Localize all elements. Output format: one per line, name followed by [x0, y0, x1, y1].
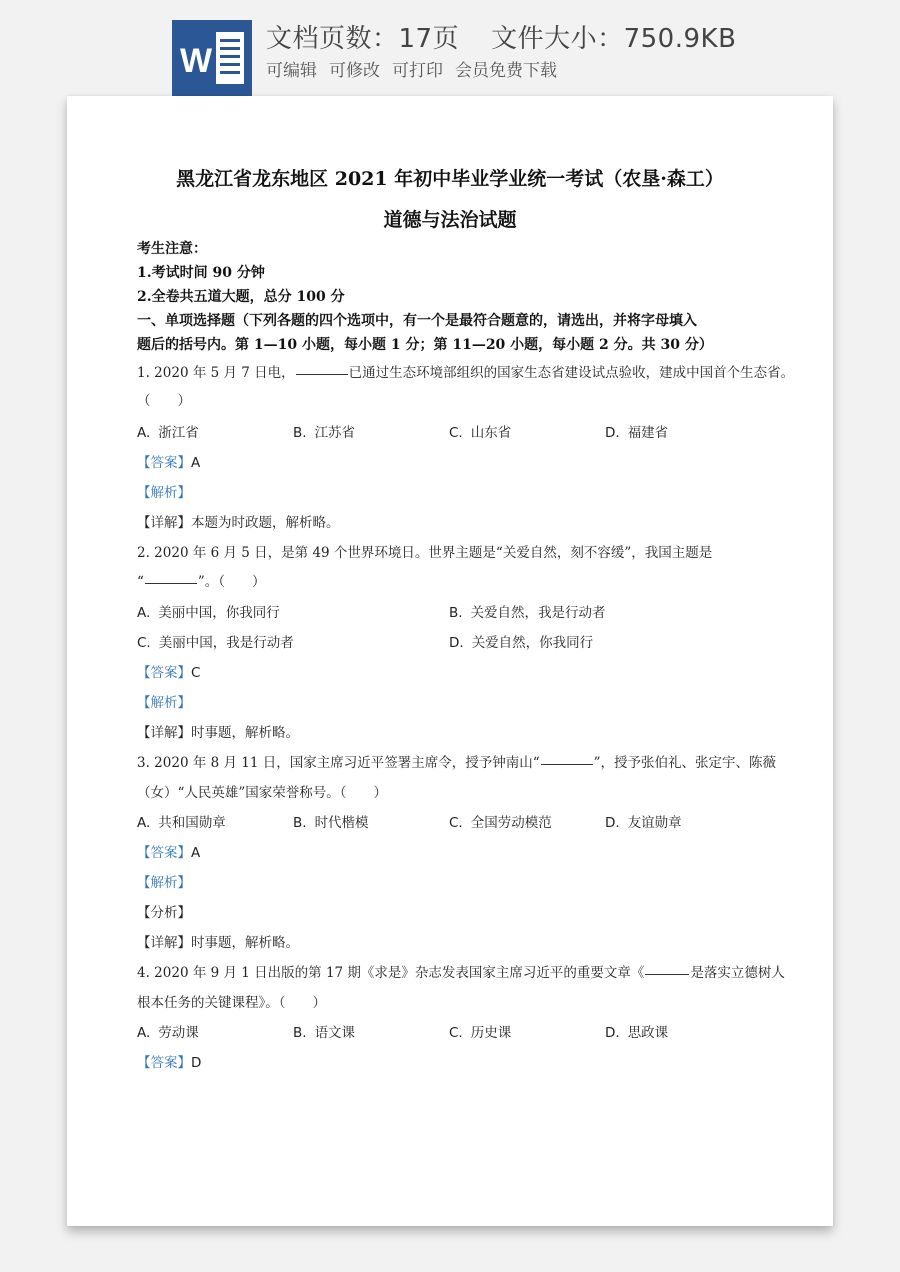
question-3-stem: 3. 2020 年 8 月 11 日，国家主席习近平签署主席令，授予钟南山“ ”，授予张伯礼、张定宇、陈薇: [137, 755, 777, 771]
q2-option-d: D. 关爱自然，你我同行: [449, 635, 594, 651]
feature-modifiable: 可修改: [329, 61, 380, 81]
notice-item-1: 1.考试时间 90 分钟: [137, 265, 265, 281]
q1-option-b: B. 江苏省: [293, 425, 356, 441]
q2-answer: 【答案】C: [137, 665, 201, 681]
page-count: 文档页数：17页: [266, 24, 460, 54]
q2-analysis: 【解析】: [137, 695, 191, 711]
q4-answer: 【答案】D: [137, 1055, 202, 1071]
feature-member-download[interactable]: 会员免费下载: [455, 61, 557, 81]
q2-detail: 【详解】时事题，解析略。: [137, 725, 299, 741]
question-4-stem: 4. 2020 年 9 月 1 日出版的第 17 期《求是》杂志发表国家主席习近平的重要文章《 是落实立德树人: [137, 965, 785, 981]
file-size: 文件大小：750.9KB: [491, 24, 737, 54]
download-banner: [0, 0, 900, 96]
q3-fenxi: 【分析】: [137, 905, 191, 921]
section-instructions-line2: 题后的括号内。第 1—10 小题，每小题 1 分；第 11—20 小题，每小题 2 分。共 30 分）: [137, 337, 713, 353]
feature-editable: 可编辑: [266, 61, 317, 81]
q4-option-b: B. 语文课: [293, 1025, 356, 1041]
banner-title: [266, 18, 736, 55]
q3-detail: 【详解】时事题，解析略。: [137, 935, 299, 951]
question-2-stem-line2: “ ”。（ ）: [137, 574, 266, 590]
q3-analysis: 【解析】: [137, 875, 191, 891]
question-3-stem-line2: （女）“人民英雄”国家荣誉称号。（ ）: [137, 785, 388, 801]
q1-text-b: 已通过生态环境部组织的国家生态省建设试点验收，建成中国首个生态省。: [348, 365, 795, 381]
word-document-icon: [172, 20, 252, 96]
question-4-stem-line2: 根本任务的关键课程》。（ ）: [137, 995, 326, 1011]
q3-blank: [541, 763, 593, 765]
q1-option-a: A. 浙江省: [137, 425, 199, 441]
section-instructions-line1: 一、单项选择题（下列各题的四个选项中，有一个是最符合题意的，请选出，并将字母填入: [137, 313, 697, 329]
notice-heading: 考生注意：: [137, 241, 207, 257]
question-1-stem: [137, 361, 794, 381]
document-subtitle: 道德与法治试题: [383, 209, 517, 231]
feature-list: [266, 56, 569, 81]
q3-option-b: B. 时代楷模: [293, 815, 369, 831]
q2-option-c: C. 美丽中国，我是行动者: [137, 635, 294, 651]
question-2-stem: 2. 2020 年 6 月 5 日，是第 49 个世界环境日。世界主题是“关爱自然，刻不容缓”，我国主题是: [137, 545, 713, 561]
q1-blank: [296, 373, 348, 375]
question-1-bracket: （ ）: [137, 393, 191, 409]
q4-option-a: A. 劳动课: [137, 1025, 199, 1041]
q4-option-d: D. 思政课: [605, 1025, 669, 1041]
q1-analysis: 【解析】: [137, 485, 191, 501]
q1-option-d: D. 福建省: [605, 425, 669, 441]
document-title: 黑龙江省龙东地区 2021 年初中毕业学业统一考试（农垦·森工）: [176, 168, 724, 190]
q3-answer: 【答案】A: [137, 845, 201, 861]
q4-blank: [645, 973, 689, 975]
word-letter: W: [180, 42, 213, 80]
notice-item-2: 2.全卷共五道大题，总分 100 分: [137, 289, 345, 305]
q2-blank: [145, 582, 197, 584]
q4-option-c: C. 历史课: [449, 1025, 512, 1041]
q1-text-a: 1. 2020 年 5 月 7 日电，: [137, 365, 295, 381]
q3-option-a: A. 共和国勋章: [137, 815, 226, 831]
q1-detail: 【详解】本题为时政题，解析略。: [137, 515, 340, 531]
q2-option-a: A. 美丽中国，你我同行: [137, 605, 280, 621]
q2-option-b: B. 关爱自然，我是行动者: [449, 605, 606, 621]
document-page: [67, 96, 833, 1226]
q3-option-d: D. 友谊勋章: [605, 815, 682, 831]
q3-option-c: C. 全国劳动模范: [449, 815, 552, 831]
q1-option-c: C. 山东省: [449, 425, 512, 441]
feature-printable: 可打印: [392, 61, 443, 81]
q1-answer: 【答案】A: [137, 455, 201, 471]
